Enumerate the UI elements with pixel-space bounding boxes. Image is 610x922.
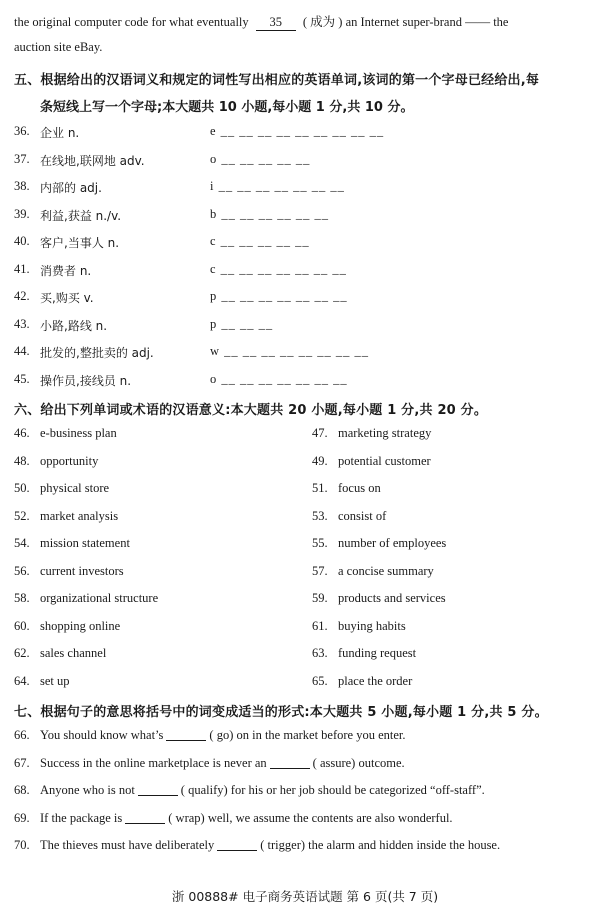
word-blank[interactable]: o __ __ __ __ __ xyxy=(210,151,311,166)
vocab-item xyxy=(14,261,347,278)
section-6-title: 六、给出下列单词或术语的汉语意义:本大题共 20 小题,每小题 1 分,共 20 分。 xyxy=(14,403,488,418)
chinese-meaning: 在线地,联网地 adv. xyxy=(40,153,145,168)
term-text: a concise summary xyxy=(338,563,434,578)
chinese-meaning: 企业 n. xyxy=(40,126,80,140)
term-text: consist of xyxy=(338,508,387,523)
term-text: number of employees xyxy=(338,536,447,550)
term-text: shopping online xyxy=(40,618,121,633)
term-item xyxy=(312,509,386,524)
item-number: 58. xyxy=(14,591,30,605)
sentence-item xyxy=(14,728,406,743)
term-text: potential customer xyxy=(338,453,431,468)
item-number: 38. xyxy=(14,179,30,193)
section-7-title: 七、根据句子的意思将括号中的词变成适当的形式:本大题共 5 小题,每小题 1 分,共 5 分。 xyxy=(14,705,548,720)
item-number: 68. xyxy=(14,783,30,797)
answer-blank[interactable] xyxy=(166,728,206,741)
item-number: 36. xyxy=(14,124,30,138)
chinese-meaning: 利益,获益 n./v. xyxy=(40,208,122,223)
item-number: 47. xyxy=(312,426,328,440)
sentence-text: You should know what’s xyxy=(40,728,164,742)
vocab-item xyxy=(14,371,348,388)
word-blank[interactable]: p __ __ __ xyxy=(210,316,274,331)
chinese-meaning: 批发的,整批卖的 adj. xyxy=(40,346,154,360)
term-item xyxy=(14,564,124,579)
answer-blank[interactable] xyxy=(270,756,310,769)
chinese-meaning: 小路,路线 n. xyxy=(40,318,108,333)
item-number: 37. xyxy=(14,151,30,166)
section-5-title: 五、根据给出的汉语词义和规定的词性写出相应的英语单词,该词的第一个字母已经给出,每 xyxy=(14,73,540,88)
term-text: e-business plan xyxy=(40,426,117,440)
term-text: market analysis xyxy=(40,508,119,523)
item-number: 46. xyxy=(14,426,30,440)
sentence-text: Success in the online marketplace is never an xyxy=(40,755,267,770)
vocab-item xyxy=(14,316,274,333)
sentence-text: ( wrap) well, we assume the contents are also wonderful. xyxy=(168,810,453,825)
term-item xyxy=(14,509,118,524)
sentence-text: Anyone who is not xyxy=(40,783,135,797)
chinese-meaning: 客户,当事人 n. xyxy=(40,236,120,250)
item-number: 51. xyxy=(312,481,328,495)
item-number: 50. xyxy=(14,481,30,495)
term-item xyxy=(312,674,412,689)
item-number: 45. xyxy=(14,371,30,386)
item-number: 63. xyxy=(312,646,328,660)
vocab-item xyxy=(14,179,345,195)
item-number: 39. xyxy=(14,206,30,221)
sentence-text: ( assure) outcome. xyxy=(312,755,405,770)
sentence-text: ( go) on in the market before you enter. xyxy=(209,728,406,742)
item-number: 70. xyxy=(14,838,30,852)
term-item xyxy=(312,591,446,606)
term-item xyxy=(312,481,381,496)
chinese-meaning: 消费者 n. xyxy=(40,263,92,278)
term-item xyxy=(14,426,117,441)
word-blank[interactable]: c __ __ __ __ __ __ __ xyxy=(210,261,347,276)
term-text: place the order xyxy=(338,673,413,688)
sentence-item xyxy=(14,811,453,826)
answer-blank[interactable] xyxy=(125,811,165,824)
passage-text: ( 成为 ) an Internet super-brand —— the xyxy=(302,15,509,29)
item-number: 43. xyxy=(14,316,30,331)
vocab-item xyxy=(14,234,310,250)
word-blank[interactable]: c __ __ __ __ __ xyxy=(210,234,310,248)
sentence-text: ( qualify) for his or her job should be categorized “off-staff”. xyxy=(180,783,485,797)
term-text: current investors xyxy=(40,563,124,578)
item-number: 59. xyxy=(312,591,328,605)
word-blank[interactable]: w __ __ __ __ __ __ __ __ xyxy=(210,344,370,358)
term-item xyxy=(14,536,130,551)
chinese-meaning: 操作员,接线员 n. xyxy=(40,373,132,388)
term-text: products and services xyxy=(338,591,446,605)
passage-line-2: auction site eBay. xyxy=(14,40,103,54)
term-text: organizational structure xyxy=(40,591,159,605)
term-item xyxy=(14,646,106,661)
answer-blank[interactable] xyxy=(138,783,178,796)
item-number: 52. xyxy=(14,508,30,523)
term-text: marketing strategy xyxy=(338,426,432,440)
item-number: 49. xyxy=(312,453,328,468)
item-number: 48. xyxy=(14,453,30,468)
term-item xyxy=(14,619,120,634)
word-blank[interactable]: p __ __ __ __ __ __ __ xyxy=(210,289,348,303)
item-number: 66. xyxy=(14,728,30,742)
term-text: focus on xyxy=(338,481,381,495)
blank-35: 35 xyxy=(256,15,296,31)
term-text: buying habits xyxy=(338,618,406,633)
page-footer: 浙 00888# 电子商务英语试题 第 6 页(共 7 页) xyxy=(171,889,439,904)
item-number: 53. xyxy=(312,508,328,523)
term-item xyxy=(312,564,434,579)
item-number: 55. xyxy=(312,536,328,550)
term-text: opportunity xyxy=(40,453,99,468)
vocab-item xyxy=(14,124,385,140)
word-blank[interactable]: e __ __ __ __ __ __ __ __ __ xyxy=(210,124,385,138)
term-item xyxy=(14,674,70,689)
item-number: 41. xyxy=(14,261,30,276)
word-blank[interactable]: b __ __ __ __ __ __ xyxy=(210,206,329,221)
item-number: 62. xyxy=(14,646,30,660)
section-5-title-cont: 条短线上写一个字母;本大题共 10 小题,每小题 1 分,共 10 分。 xyxy=(40,100,414,115)
item-number: 40. xyxy=(14,234,30,248)
item-number: 42. xyxy=(14,289,30,303)
term-item xyxy=(312,536,446,551)
chinese-meaning: 内部的 adj. xyxy=(40,181,102,195)
term-item xyxy=(14,454,98,469)
vocab-item xyxy=(14,344,370,360)
term-item xyxy=(312,454,431,469)
passage-text: the original computer code for what eventually xyxy=(14,15,249,29)
answer-blank[interactable] xyxy=(217,838,257,851)
sentence-text: If the package is xyxy=(40,810,123,825)
item-number: 54. xyxy=(14,536,30,550)
term-text: sales channel xyxy=(40,646,107,660)
item-number: 57. xyxy=(312,563,328,578)
sentence-item xyxy=(14,838,500,853)
term-text: funding request xyxy=(338,646,417,660)
word-blank[interactable]: o __ __ __ __ __ __ __ xyxy=(210,371,348,386)
term-item xyxy=(312,646,416,661)
vocab-item xyxy=(14,289,348,305)
item-number: 56. xyxy=(14,563,30,578)
vocab-item xyxy=(14,206,329,223)
word-blank[interactable]: i __ __ __ __ __ __ __ xyxy=(210,179,345,193)
term-text: physical store xyxy=(40,481,110,495)
sentence-text: ( trigger) the alarm and hidden inside the house. xyxy=(260,838,501,852)
chinese-meaning: 买,购买 v. xyxy=(40,291,94,305)
item-number: 65. xyxy=(312,673,328,688)
passage-line-1 xyxy=(14,12,508,31)
item-number: 60. xyxy=(14,618,30,633)
sentence-item xyxy=(14,756,405,771)
term-item xyxy=(14,481,109,496)
item-number: 61. xyxy=(312,618,328,633)
term-text: mission statement xyxy=(40,536,130,550)
term-text: set up xyxy=(40,673,70,688)
sentence-item xyxy=(14,783,485,798)
vocab-item xyxy=(14,151,311,168)
item-number: 64. xyxy=(14,673,30,688)
sentence-text: The thieves must have deliberately xyxy=(40,838,215,852)
term-item xyxy=(312,619,406,634)
item-number: 69. xyxy=(14,810,30,825)
term-item xyxy=(312,426,431,441)
item-number: 44. xyxy=(14,344,30,358)
item-number: 67. xyxy=(14,755,30,770)
term-item xyxy=(14,591,158,606)
